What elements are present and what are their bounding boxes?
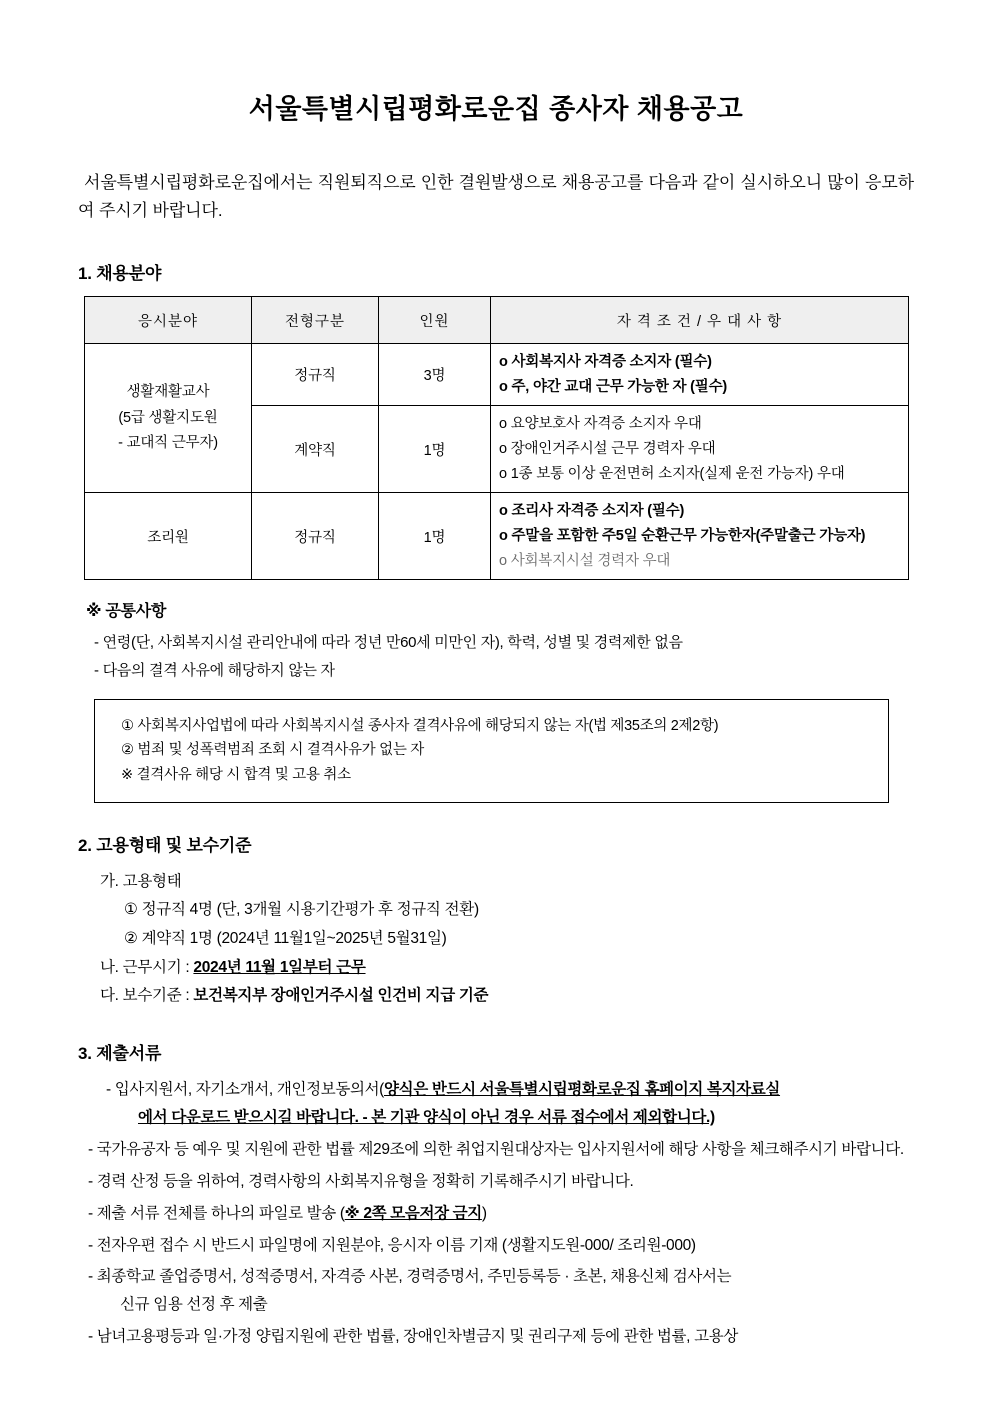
pay-standard-label: 다. 보수기준 : — [100, 987, 194, 1005]
qual-line: o 장애인거주시설 근무 경력자 우대 — [499, 441, 716, 458]
qual-line: o 조리사 자격증 소지자 (필수) — [499, 503, 685, 520]
disqualification-item: ※ 결격사유 해당 시 합격 및 고용 취소 — [121, 767, 351, 784]
section-1-heading: 1. 채용분야 — [78, 264, 162, 284]
qual-line: o 사회복지사 자격증 소지자 (필수) — [499, 354, 712, 371]
qual-line: o 1종 보통 이상 운전면허 소지자(실제 운전 가능자) 우대 — [499, 465, 845, 482]
cell-count-3: 1명 — [379, 493, 491, 580]
employment-type-item: ② 계약직 1명 (2024년 11월1일~2025년 5월31일) — [124, 930, 447, 948]
common-note-item: - 다음의 결격 사유에 해당하지 않는 자 — [94, 662, 335, 680]
work-start-row — [100, 954, 914, 983]
cell-type-regular-1: 정규직 — [252, 344, 379, 406]
cell-count-1: 3명 — [379, 344, 491, 406]
pay-standard-row — [100, 982, 914, 1011]
document-item-1-prefix: - 입사지원서, 자기소개서, 개인정보동의서( — [106, 1081, 384, 1099]
cell-count-2: 1명 — [379, 406, 491, 493]
employment-type-item: ① 정규직 4명 (단, 3개월 시용기간평가 후 정규직 전환) — [124, 901, 479, 919]
recruitment-table — [84, 296, 909, 580]
document-item-6-line-2: 신규 임용 선정 후 제출 — [120, 1296, 268, 1314]
document-item-7: - 남녀고용평등과 일·가정 양립지원에 관한 법률, 장애인차별금지 및 권리구제 등에 관한 법률, 고용상 — [88, 1328, 738, 1346]
section-2-heading: 2. 고용형태 및 보수기준 — [78, 835, 252, 855]
field-line-3: - 교대직 근무자) — [118, 434, 218, 451]
qual-line: o 사회복지시설 경력자 우대 — [499, 552, 671, 569]
document-item-5: - 전자우편 접수 시 반드시 파일명에 지원분야, 응시자 이름 기재 (생활지도원-000/ 조리원-000) — [88, 1236, 696, 1254]
pay-standard-value: 보건복지부 장애인거주시설 인건비 지급 기준 — [193, 987, 489, 1005]
document-item-1 — [88, 1076, 914, 1132]
field-line-2: (5급 생활지도원 — [118, 409, 218, 426]
qual-line: o 주, 야간 교대 근무 가능한 자 (필수) — [499, 378, 728, 395]
work-start-label: 나. 근무시기 : — [100, 958, 194, 976]
document-item-6 — [88, 1263, 914, 1319]
table-header-row — [85, 297, 909, 344]
section-3-heading: 3. 제출서류 — [78, 1044, 162, 1064]
column-header-qualifications: 자 격 조 건 / 우 대 사 항 — [491, 297, 909, 344]
disqualification-item: ① 사회복지사업법에 따라 사회복지시설 종사자 결격사유에 해당되지 않는 자(법 제35조의 2제2항) — [121, 717, 719, 734]
cell-qualifications-2 — [491, 406, 909, 493]
employment-type-label: 가. 고용형태 — [100, 872, 182, 890]
column-header-field: 응시분야 — [85, 297, 252, 344]
common-notes-title: ※ 공통사항 — [86, 603, 167, 621]
cell-type-contract: 계약직 — [252, 406, 379, 493]
intro-paragraph: 서울특별시립평화로운집에서는 직원퇴직으로 인한 결원발생으로 채용공고를 다음과 같이 실시하오니 많이 응모하여 주시기 바랍니다. — [78, 173, 914, 221]
document-item-4-prefix: - 제출 서류 전체를 하나의 파일로 발송 ( — [88, 1204, 345, 1222]
document-item-1-underline-a: 양식은 반드시 서울특별시립평화로운집 홈페이지 복지자료실 — [384, 1081, 781, 1099]
cell-field-teacher — [85, 344, 252, 493]
document-item-3: - 경력 산정 등을 위하여, 경력사항의 사회복지유형을 정확히 기록해주시기 바랍니다. — [88, 1172, 634, 1190]
cell-qualifications-3 — [491, 493, 909, 580]
work-start-value: 2024년 11월 1일부터 근무 — [193, 958, 366, 976]
common-notes-list — [94, 629, 914, 685]
cell-type-regular-2: 정규직 — [252, 493, 379, 580]
column-header-count: 인원 — [379, 297, 491, 344]
document-item-4-underline: ※ 2쪽 모음저장 금지 — [344, 1204, 482, 1222]
documents-list — [88, 1076, 914, 1351]
qual-line: o 요양보호사 자격증 소지자 우대 — [499, 416, 702, 433]
column-header-type: 전형구분 — [252, 297, 379, 344]
table-row — [85, 493, 909, 580]
table-row — [85, 344, 909, 406]
document-item-1-underline-b: 에서 다운로드 받으시길 바랍니다. - 본 기관 양식이 아닌 경우 서류 접수에서 제외합니다.) — [138, 1108, 715, 1126]
document-item-6-line-1: - 최종학교 졸업증명서, 성적증명서, 자격증 사본, 경력증명서, 주민등록등 · 초본, 채용신체 검사서는 — [88, 1268, 732, 1286]
document-item-2: - 국가유공자 등 예우 및 지원에 관한 법률 제29조에 의한 취업지원대상자는 입사지원서에 해당 사항을 체크해주시기 바랍니다. — [88, 1140, 904, 1158]
disqualification-item: ② 범죄 및 성폭력범죄 조회 시 결격사유가 없는 자 — [121, 742, 424, 759]
page-title: 서울특별시립평화로운집 종사자 채용공고 — [248, 94, 744, 124]
document-item-4-suffix: ) — [481, 1204, 487, 1222]
disqualification-box — [94, 699, 889, 803]
qual-line: o 주말을 포함한 주5일 순환근무 가능한자(주말출근 가능자) — [499, 528, 866, 545]
document-item-4 — [88, 1200, 914, 1228]
cell-qualifications-1 — [491, 344, 909, 406]
field-line-1: 생활재활교사 — [126, 384, 210, 401]
common-note-item: - 연령(단, 사회복지시설 관리안내에 따라 정년 만60세 미만인 자), 학력, 성별 및 경력제한 없음 — [94, 634, 683, 652]
cell-field-cook: 조리원 — [85, 493, 252, 580]
